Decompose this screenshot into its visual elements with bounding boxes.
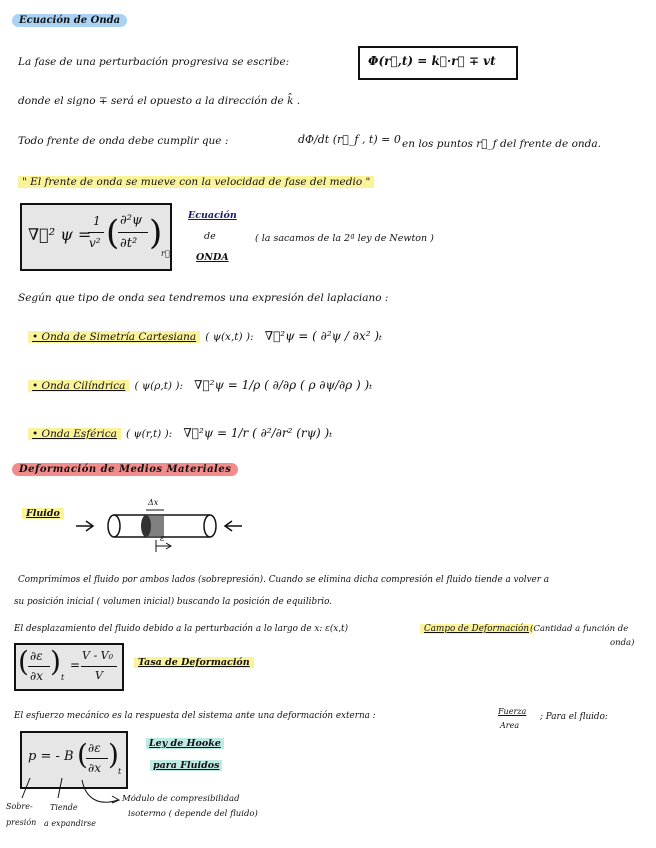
case-cylindrical [28, 374, 372, 393]
stress-text: El esfuerzo mecánico es la respuesta del sistema ante una deformación externa : [14, 711, 376, 721]
wave-eq-label-1: Ecuación [188, 210, 237, 221]
wave-eq-lhs: ∇⃗² ψ = [28, 225, 92, 244]
annot-modulus-1: Módulo de compresibilidad [122, 794, 240, 804]
hooke-label-1: Ley de Hooke [146, 738, 224, 749]
strain-lhs-den: ∂x [30, 669, 43, 683]
phase-text: La fase de una perturbación progresiva se escribe: [18, 56, 290, 68]
wave-eq-sub: r⃗ [161, 249, 170, 258]
wave-eq-paren-left: ( [106, 213, 120, 253]
hooke-bar [86, 758, 108, 759]
laplacian-intro: Según que tipo de onda sea tendremos una expresión del laplaciano : [18, 292, 389, 304]
case-cylindrical-arg: ( ψ(ρ,t) ): [134, 380, 183, 392]
strain-rhs-den: V [95, 669, 103, 682]
hooke-num: ∂ε [88, 741, 101, 755]
wavefront-text: Todo frente de onda debe cumplir que : [18, 135, 229, 147]
strain-sub: t [61, 673, 65, 682]
annot-overpressure-1: Sobre- [6, 802, 33, 811]
wave-eq-coef-bar [88, 232, 104, 233]
annot-overpressure-2: presión [6, 818, 37, 827]
hooke-lhs: p = - B [28, 749, 74, 764]
section-title-deformation: Deformación de Medios Materiales [12, 463, 238, 476]
force-num: Fuerza [498, 707, 527, 716]
deformation-field-note-2: onda) [610, 638, 635, 648]
sign-text: donde el signo ∓ será el opuesto a la dirección de k̂ . [18, 95, 301, 107]
case-cartesian-arg: ( ψ(x,t) ): [205, 331, 254, 343]
wave-eq-label-3: ONDA [196, 252, 229, 263]
wave-eq-label-2: de [204, 231, 216, 242]
strain-paren-right: ) [50, 645, 61, 678]
strain-rate-box [14, 643, 124, 691]
fluid-dx-label: Δx [148, 498, 159, 507]
wave-eq-coef-num: 1 [93, 214, 101, 228]
strain-lhs-num: ∂ε [30, 649, 43, 663]
phase-velocity-quote: " El frente de onda se mueve con la velocidad de fase del medio " [18, 176, 374, 188]
strain-eq: = [70, 658, 81, 672]
wave-eq-frac-bar [118, 232, 148, 233]
deformation-field-note-1: (Cantidad a función de [530, 624, 629, 634]
displacement-text: El desplazamiento del fluido debido a la perturbación a lo largo de x: ε(x,t) [14, 624, 349, 634]
wave-eq-note: ( la sacamos de la 2ª ley de Newton ) [255, 233, 434, 244]
case-spherical-name: • Onda Esférica [28, 428, 121, 440]
fluid-label: Fluido [22, 508, 64, 519]
wavefront-formula: dΦ/dt (r⃗_f , t) = 0 [298, 133, 401, 146]
compression-text-1: Comprimimos el fluido por ambos lados (sobrepresión). Cuando se elimina dicha compresión el fluido tiende a volver a [18, 575, 549, 585]
wave-eq-frac-den: ∂t² [120, 236, 138, 251]
strain-rhs-num: V - V₀ [82, 649, 114, 662]
hooke-sub: t [118, 767, 122, 776]
annot-modulus-2: isotermo ( depende del fluido) [128, 809, 258, 819]
wave-equation-box [20, 203, 172, 271]
wave-eq-frac-num: ∂²ψ [120, 213, 143, 228]
case-spherical-expr: ∇⃗²ψ = 1/r ( ∂²/∂r² (rψ) )ₜ [183, 426, 333, 440]
deformation-field-label: Campo de Deformación [420, 624, 533, 634]
case-spherical-arg: ( ψ(r,t) ): [126, 428, 173, 440]
wavefront-text-2: en los puntos r⃗_f del frente de onda. [402, 138, 601, 150]
case-cylindrical-expr: ∇⃗²ψ = 1/ρ ( ∂/∂ρ ( ρ ∂ψ/∂ρ ) )ₜ [194, 378, 373, 392]
wave-eq-paren-right: ) [149, 213, 163, 253]
phase-formula: Φ(r⃗,t) = k⃗·r⃗ ∓ vt [368, 54, 496, 68]
force-den: Area [500, 721, 520, 730]
section-title-wave-equation: Ecuación de Onda [12, 14, 127, 27]
hooke-label-2: para Fluidos [150, 760, 222, 771]
case-cartesian [28, 325, 382, 344]
annot-tends-1: Tiende [50, 803, 78, 812]
hooke-paren-left: ( [77, 738, 88, 771]
strain-paren-left: ( [18, 645, 29, 678]
fluid-cylinder-diagram [70, 496, 250, 558]
case-cartesian-expr: ∇⃗²ψ = ( ∂²ψ / ∂x² )ₜ [264, 329, 383, 343]
hooke-paren-right: ) [108, 738, 119, 771]
fluid-epsilon-label: ε [160, 534, 165, 544]
compression-text-2: su posición inicial ( volumen inicial) buscando la posición de equilibrio. [14, 597, 333, 607]
strain-lhs-bar [28, 666, 50, 667]
case-cylindrical-name: • Onda Cilíndrica [28, 380, 129, 392]
case-cartesian-name: • Onda de Simetría Cartesiana [28, 331, 200, 343]
strain-rhs-bar [81, 666, 117, 667]
hooke-den: ∂x [88, 761, 101, 775]
fluid-text: ; Para el fluido: [540, 712, 608, 722]
annot-tends-2: a expandirse [44, 819, 96, 828]
case-spherical [28, 422, 332, 441]
strain-rate-label: Tasa de Deformación [134, 657, 254, 668]
phase-formula-box [358, 46, 518, 80]
wave-eq-coef-den: v² [89, 236, 101, 250]
